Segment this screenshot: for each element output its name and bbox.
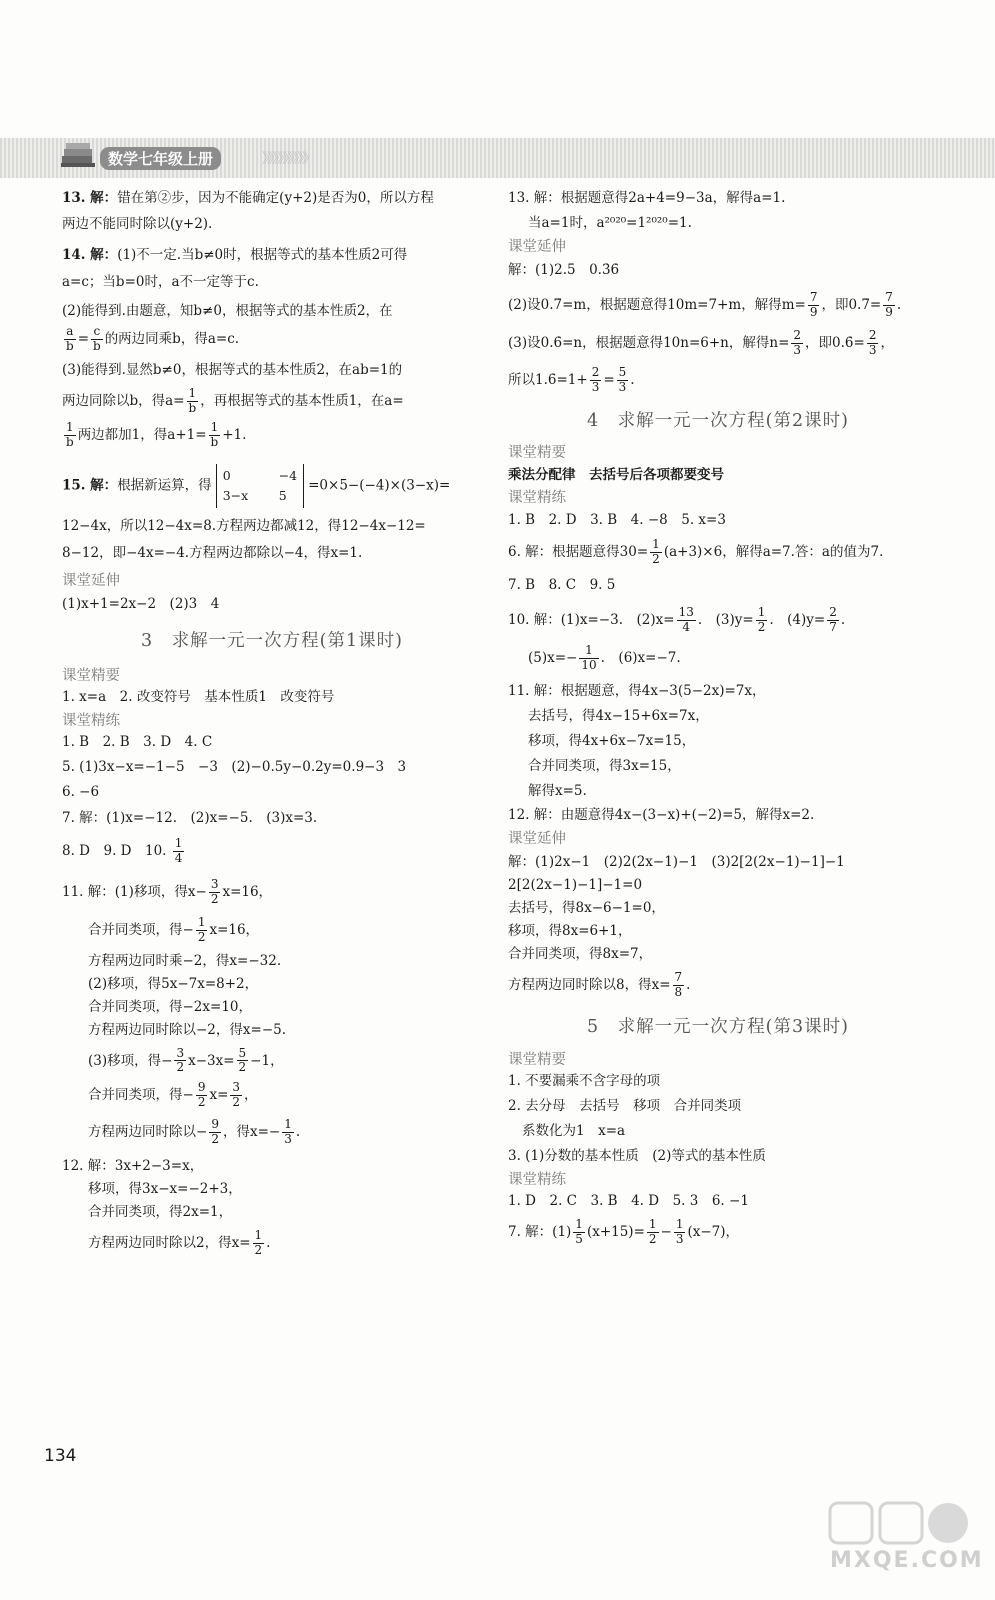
answer-12-right: 12. 解：由题意得4x−(3−x)+(−2)=5，解得x=2.: [508, 807, 815, 824]
answer-11-right-step4: 合并同类项，得3x=15，: [528, 757, 681, 774]
section-essentials: 课堂精要: [62, 667, 120, 684]
answer-11: 11. 解：(1)移项，得x− $\frac{3}{2}$ x=16，: [62, 876, 273, 906]
answer-11-part3-step2: 合并同类项，得− $\frac{9}{2}$ x= $\frac{3}{2}$ ，: [88, 1080, 258, 1109]
chapter-title-4: 4 求解一元一次方程(第2课时): [587, 410, 849, 431]
chapter-title-3: 3 求解一元一次方程(第1课时): [141, 630, 403, 651]
answer-13-cont: 两边不能同时除以(y+2).: [62, 215, 213, 232]
book-stack-icon: [60, 140, 96, 170]
fraction: $\frac{1}{b}$: [66, 420, 74, 450]
fraction: $\frac{1}{10}$: [581, 643, 597, 673]
answer-12-step3: 合并同类项，得2x=1，: [88, 1204, 233, 1221]
answer-11-right-step3: 移项，得4x+6x−7x=15，: [528, 732, 696, 749]
answer-15-line3: 8−12，即−4x=−4.方程两边都除以−4，得x=1.: [62, 544, 363, 561]
fraction: $\frac{1}{2}$: [757, 604, 766, 634]
practice-5: 5. (1)3x−x=−1−5 −3 (2)−0.5y−0.2y=0.9−3 3: [62, 758, 407, 775]
fraction: $\frac{1}{4}$: [174, 836, 183, 866]
answer-11-right-step5: 解得x=5.: [528, 782, 587, 799]
determinant: 0 −4 3−x 5: [216, 464, 304, 508]
fraction: $\frac{7}{8}$: [674, 969, 683, 999]
extension-right-6: 方程两边同时除以8，得x= $\frac{7}{8}$ .: [508, 969, 691, 999]
answer-14: 14. 解：(1)不一定.当b≠0时，根据等式的基本性质2可得: [62, 246, 408, 263]
practice-6: 6. −6: [62, 783, 100, 800]
practice-1-4: 1. B 2. B 3. D 4. C: [62, 733, 213, 750]
extension-3: (3)设0.6̇=n，根据题意得10n=6+n，解得n= $\frac{2}{3}$ ，即0.6̇= $\frac{2}{3}$ ，: [508, 328, 894, 358]
fraction: $\frac{a}{b}$: [66, 324, 74, 354]
answer-14-line2: a=c；当b=0时，a不一定等于c.: [62, 273, 259, 290]
answer-11-part2: (2)移项，得5x−7x=8+2，: [88, 975, 259, 992]
answer-11-part3: (3)移项，得− $\frac{3}{2}$ x−3x= $\frac{5}{2}$ −1，: [88, 1045, 284, 1075]
fraction: $\frac{3}{2}$: [210, 876, 219, 906]
essentials-right-2: 2. 去分母 去括号 移项 合并同类项: [508, 1098, 742, 1115]
watermark-text: MXQE.COM: [830, 1548, 984, 1573]
section-practice: 课堂精练: [62, 712, 120, 729]
answer-12-step4: 方程两边同时除以2，得x= $\frac{1}{2}$ .: [88, 1227, 271, 1257]
practice-right-7-9: 7. B 8. C 9. 5: [508, 577, 616, 593]
essentials-right-2b: 系数化为1 x=a: [522, 1123, 626, 1140]
answer-11-part2-step2: 合并同类项，得−2x=10，: [88, 998, 253, 1015]
answer-15-line2: 12−4x，所以12−4x=8.方程两边都减12，得12−4x−12=: [62, 518, 426, 535]
extension-answer: (1)x+1=2x−2 (2)3 4: [62, 595, 220, 612]
answer-14-part2: (2)能得到.由题意，知b≠0，根据等式的基本性质2，在: [62, 302, 393, 319]
fraction: $\frac{13}{4}$: [678, 604, 694, 634]
answer-13: 13. 解：错在第②步，因为不能确定(y+2)是否为0，所以方程: [62, 190, 434, 206]
header-chevrons: 》》》》》》》》》: [262, 151, 314, 167]
essentials-right-1: 1. 不要漏乘不含字母的项: [508, 1073, 661, 1090]
extension-right-1: 解：(1)2x−1 (2)2(2x−1)−1 (3)2[2(2x−1)−1]−1: [508, 854, 845, 871]
fraction: $\frac{9}{2}$: [197, 1080, 206, 1109]
page-header-band: [0, 138, 995, 178]
fraction: $\frac{9}{2}$: [211, 1116, 219, 1146]
fraction: $\frac{5}{2}$: [238, 1045, 247, 1075]
fraction: $\frac{1}{2}$: [254, 1227, 263, 1257]
answer-14-part3: (3)能得到.显然b≠0，根据等式的基本性质2，在ab=1的: [62, 361, 403, 378]
practice-7: 7. 解：(1)x=−12. (2)x=−5. (3)x=3.: [62, 810, 318, 827]
fraction: $\frac{7}{9}$: [809, 289, 818, 319]
fraction: $\frac{1}{2}$: [652, 537, 660, 567]
fraction: $\frac{7}{9}$: [885, 289, 893, 319]
section-extension: 课堂延伸: [62, 572, 120, 589]
section-extension-right: 课堂延伸: [508, 238, 566, 255]
section-essentials-right: 课堂精要: [508, 445, 566, 462]
practice-right-2-7: 7. 解：(1) $\frac{1}{5}$ (x+15)= $\frac{1}{2}$ − $\frac{1}{3}$ (x−7)，: [508, 1216, 740, 1246]
practice-right-10: 10. 解：(1)x=−3. (2)x= $\frac{13}{4}$ . (3)y= $\frac{1}{2}$ . (4)y= $\frac{2}{7}$ .: [508, 604, 846, 634]
fraction: $\frac{1}{b}$: [188, 385, 197, 415]
essentials-right-3: 3. (1)分数的基本性质 (2)等式的基本性质: [508, 1148, 766, 1165]
section-extension-right-2: 课堂延伸: [508, 831, 566, 848]
page-number: 134: [44, 1446, 77, 1466]
extension-right-5: 合并同类项，得8x=7，: [508, 945, 653, 962]
extension-1: 解：(1)2.5 0.3̇6̇: [508, 261, 620, 278]
answer-11-right: 11. 解：根据题意，得4x−3(5−2x)=7x，: [508, 683, 766, 700]
section-essentials-right-2: 课堂精要: [508, 1052, 566, 1069]
fraction: $\frac{1}{2}$: [197, 915, 206, 945]
extension-right-4: 移项，得8x=6+1，: [508, 923, 632, 940]
answer-11-step3: 方程两边同时乘−2，得x=−32.: [88, 953, 282, 970]
answer-14-part3-line2: 两边同除以b，得a= $\frac{1}{b}$ ，再根据等式的基本性质1，在a=: [62, 385, 404, 415]
watermark-logo-icon: [720, 1495, 980, 1595]
practice-right-6: 6. 解：根据题意得30= $\frac{1}{2}$ (a+3)×6，解得a=7.答：a的值为7.: [508, 537, 884, 567]
fraction: $\frac{2}{7}$: [829, 604, 837, 634]
fraction: $\frac{1}{3}$: [675, 1216, 684, 1246]
subject-title: 数学七年级上册: [100, 147, 221, 170]
left-column: [62, 190, 482, 1258]
chapter-title-5: 5 求解一元一次方程(第3课时): [587, 1017, 849, 1038]
answer-12: 12. 解：3x+2−3=x，: [62, 1158, 204, 1175]
right-column: [508, 190, 928, 1247]
section-practice-right: 课堂精练: [508, 490, 566, 507]
answer-11-part2-step3: 方程两边同时除以−2，得x=−5.: [88, 1021, 287, 1038]
essentials-answer: 1. x=a 2. 改变符号 基本性质1 改变符号: [62, 688, 335, 705]
answer-13-right-line2: 当a=1时，a²⁰²⁰=1²⁰²⁰=1.: [528, 214, 692, 231]
practice-8-10: 8. D 9. D 10. $\frac{1}{4}$: [62, 836, 183, 866]
fraction: $\frac{1}{3}$: [284, 1116, 292, 1146]
answer-15: 15. 解：根据新运算，得 0 −4 3−x 5 =0×5−(−4)×(3−x)=: [62, 464, 482, 508]
section-practice-right-2: 课堂精练: [508, 1171, 566, 1188]
fraction: $\frac{1}{2}$: [648, 1216, 657, 1246]
fraction: $\frac{3}{2}$: [232, 1080, 241, 1109]
answer-14-part3-line3: $\frac{1}{b}$ 两边都加1，得a+1= $\frac{1}{b}$ +1.: [66, 420, 247, 450]
practice-right-10-cont: (5)x=− $\frac{1}{10}$ . (6)x=−7.: [528, 643, 681, 673]
practice-right-2-1-6: 1. D 2. C 3. B 4. D 5. 3 6. −1: [508, 1193, 749, 1210]
fraction: $\frac{2}{3}$: [868, 328, 877, 358]
answer-11-right-step2: 去括号，得4x−15+6x=7x，: [528, 707, 709, 724]
fraction: $\frac{3}{2}$: [176, 1045, 185, 1075]
fraction: $\frac{c}{b}$: [93, 324, 101, 354]
extension-2: (2)设0.7̇=m，根据题意得10m=7+m，解得m= $\frac{7}{9}$ ，即0.7̇= $\frac{7}{9}$ .: [508, 289, 902, 319]
extension-4: 所以1.6̇=1+ $\frac{2}{3}$ = $\frac{5}{3}$ .: [508, 364, 635, 394]
extension-right-2: 2[2(2x−1)−1]−1=0: [508, 877, 643, 894]
answer-11-step2: 合并同类项，得− $\frac{1}{2}$ x=16，: [88, 915, 260, 945]
answer-12-step2: 移项，得3x−x=−2+3，: [88, 1181, 242, 1198]
fraction: $\frac{2}{3}$: [793, 328, 802, 358]
answer-14-part2-eq: $\frac{a}{b}$ = $\frac{c}{b}$ 的两边同乘b，得a=c.: [66, 324, 240, 354]
answer-11-part3-step3: 方程两边同时除以− $\frac{9}{2}$ ，得x=− $\frac{1}{3}$ .: [88, 1116, 301, 1146]
fraction: $\frac{5}{3}$: [618, 364, 627, 394]
answer-13-right: 13. 解：根据题意得2a+4=9−3a，解得a=1.: [508, 190, 786, 206]
fraction: $\frac{1}{b}$: [210, 420, 219, 450]
fraction: $\frac{1}{5}$: [575, 1216, 583, 1246]
practice-right-1-5: 1. B 2. D 3. B 4. −8 5. x=3: [508, 511, 726, 528]
fraction: $\frac{2}{3}$: [591, 364, 600, 394]
extension-right-3: 去括号，得8x−6−1=0，: [508, 900, 665, 917]
essentials-answer-right: 乘法分配律 去括号后各项都要变号: [508, 466, 724, 483]
